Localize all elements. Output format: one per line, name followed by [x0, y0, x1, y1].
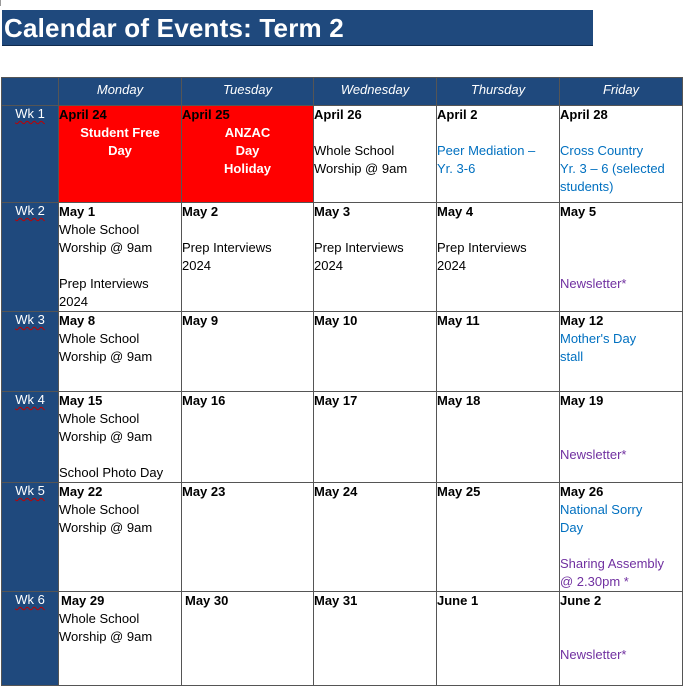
day-cell — [182, 483, 314, 592]
event-date: May 8 — [59, 313, 96, 328]
page-title: Calendar of Events: Term 2 — [4, 13, 344, 43]
day-cell — [560, 312, 683, 392]
event-date: May 23 — [182, 484, 226, 499]
event-text — [182, 221, 313, 239]
week-label: Wk 2 — [2, 203, 59, 312]
header-corner — [2, 78, 59, 106]
day-cell — [437, 312, 560, 392]
day-cell — [437, 106, 560, 203]
event-text: Worship @ 9am — [59, 520, 153, 535]
event-date: May 25 — [437, 484, 481, 499]
event-text: 2024 — [437, 258, 466, 273]
event-text: Student Free — [80, 125, 160, 140]
event-text: Prep Interviews — [437, 240, 527, 255]
event-text: Whole School — [59, 331, 140, 346]
event-text — [560, 628, 682, 646]
event-text: Newsletter* — [560, 647, 627, 662]
day-cell — [314, 106, 437, 203]
event-text — [314, 124, 436, 142]
event-text: Worship @ 9am — [59, 240, 153, 255]
day-cell — [59, 483, 182, 592]
event-text: 2024 — [182, 258, 211, 273]
day-cell — [560, 392, 683, 483]
event-text — [560, 537, 682, 555]
day-cell — [314, 483, 437, 592]
day-cell — [59, 203, 182, 312]
event-text: Prep Interviews — [182, 240, 272, 255]
event-text — [560, 428, 682, 446]
week-label: Wk 5 — [2, 483, 59, 592]
event-text: Yr. 3 – 6 (selected — [560, 161, 665, 176]
day-cell — [59, 106, 182, 203]
day-header-wednesday: Wednesday — [314, 78, 437, 106]
day-header-thursday: Thursday — [437, 78, 560, 106]
week-row — [2, 592, 683, 686]
event-date: May 12 — [560, 313, 604, 328]
event-text: Cross Country — [560, 143, 644, 158]
day-header-tuesday: Tuesday — [182, 78, 314, 106]
event-date: May 4 — [437, 204, 474, 219]
event-date: May 3 — [314, 204, 351, 219]
event-text: Worship @ 9am — [59, 629, 153, 644]
event-text: Prep Interviews — [59, 276, 149, 291]
event-text: Day — [235, 143, 260, 158]
day-cell — [182, 312, 314, 392]
event-text: Worship @ 9am — [59, 349, 153, 364]
event-text — [560, 221, 682, 239]
title-banner — [2, 10, 593, 46]
calendar-table — [1, 77, 683, 686]
day-cell — [182, 203, 314, 312]
event-text: Whole School — [314, 143, 395, 158]
event-text — [437, 221, 559, 239]
header-row — [2, 78, 683, 106]
day-cell — [314, 203, 437, 312]
day-cell — [560, 483, 683, 592]
event-text — [560, 410, 682, 428]
event-text — [59, 257, 181, 275]
day-cell — [59, 392, 182, 483]
day-cell — [314, 592, 437, 686]
event-text: ANZAC — [224, 125, 271, 140]
event-text: @ 2.30pm * — [560, 574, 629, 589]
event-date: May 15 — [59, 393, 103, 408]
event-text: Whole School — [59, 502, 140, 517]
event-text — [560, 257, 682, 275]
event-text: Day — [108, 143, 132, 158]
day-header-monday: Monday — [59, 78, 182, 106]
week-label: Wk 1 — [2, 106, 59, 203]
day-cell — [560, 106, 683, 203]
event-date: May 11 — [437, 313, 480, 328]
event-date: May 26 — [560, 484, 604, 499]
event-text: Yr. 3-6 — [437, 161, 476, 176]
event-date: June 1 — [437, 593, 479, 608]
day-cell — [182, 392, 314, 483]
event-date: May 30 — [185, 593, 229, 608]
event-text: Newsletter* — [560, 276, 627, 291]
event-date: May 2 — [182, 204, 219, 219]
event-text: Mother's Day — [560, 331, 637, 346]
event-text — [560, 610, 682, 628]
day-cell — [59, 312, 182, 392]
event-date: May 17 — [314, 393, 358, 408]
day-cell — [182, 106, 314, 203]
page-corner-mark — [0, 0, 1, 6]
day-cell — [437, 392, 560, 483]
day-cell — [437, 203, 560, 312]
event-date: May 1 — [59, 204, 96, 219]
week-row — [2, 483, 683, 592]
day-cell — [437, 483, 560, 592]
event-text: Peer Mediation – — [437, 143, 536, 158]
week-row — [2, 203, 683, 312]
event-text: National Sorry — [560, 502, 643, 517]
event-date: May 24 — [314, 484, 358, 499]
event-text: Whole School — [59, 411, 140, 426]
event-text: Worship @ 9am — [59, 429, 153, 444]
event-text: Day — [560, 520, 584, 535]
day-cell — [560, 203, 683, 312]
event-text: 2024 — [314, 258, 343, 273]
day-cell — [437, 592, 560, 686]
event-text: Worship @ 9am — [314, 161, 408, 176]
event-text — [314, 221, 436, 239]
event-date: May 10 — [314, 313, 358, 328]
event-text: School Photo Day — [59, 465, 164, 480]
day-cell — [59, 592, 182, 686]
event-text — [59, 446, 181, 464]
event-text: Whole School — [59, 611, 140, 626]
event-date: May 5 — [560, 204, 597, 219]
event-date: April 2 — [437, 107, 478, 122]
week-row — [2, 392, 683, 483]
day-cell — [314, 312, 437, 392]
event-date: May 16 — [182, 393, 226, 408]
week-label: Wk 3 — [2, 312, 59, 392]
event-text: 2024 — [59, 294, 88, 309]
event-date: April 26 — [314, 107, 362, 122]
event-text — [560, 239, 682, 257]
event-date: May 22 — [59, 484, 103, 499]
day-cell — [560, 592, 683, 686]
day-cell — [182, 592, 314, 686]
week-label: Wk 4 — [2, 392, 59, 483]
event-text — [560, 124, 682, 142]
week-row — [2, 312, 683, 392]
event-text: Whole School — [59, 222, 140, 237]
event-date: May 29 — [61, 593, 105, 608]
event-date: June 2 — [560, 593, 602, 608]
event-date: May 31 — [314, 593, 358, 608]
week-row — [2, 106, 683, 203]
event-date: May 19 — [560, 393, 604, 408]
event-date: April 25 — [182, 107, 230, 122]
event-date: May 18 — [437, 393, 481, 408]
event-text: stall — [560, 349, 584, 364]
week-label: Wk 6 — [2, 592, 59, 686]
event-date: April 24 — [59, 107, 107, 122]
event-text: students) — [560, 179, 614, 194]
event-text — [437, 124, 559, 142]
day-header-friday: Friday — [560, 78, 683, 106]
event-text: Holiday — [224, 161, 271, 176]
event-text: Sharing Assembly — [560, 556, 665, 571]
day-cell — [314, 392, 437, 483]
event-date: May 9 — [182, 313, 219, 328]
event-text: Prep Interviews — [314, 240, 404, 255]
event-date: April 28 — [560, 107, 608, 122]
event-text: Newsletter* — [560, 447, 627, 462]
